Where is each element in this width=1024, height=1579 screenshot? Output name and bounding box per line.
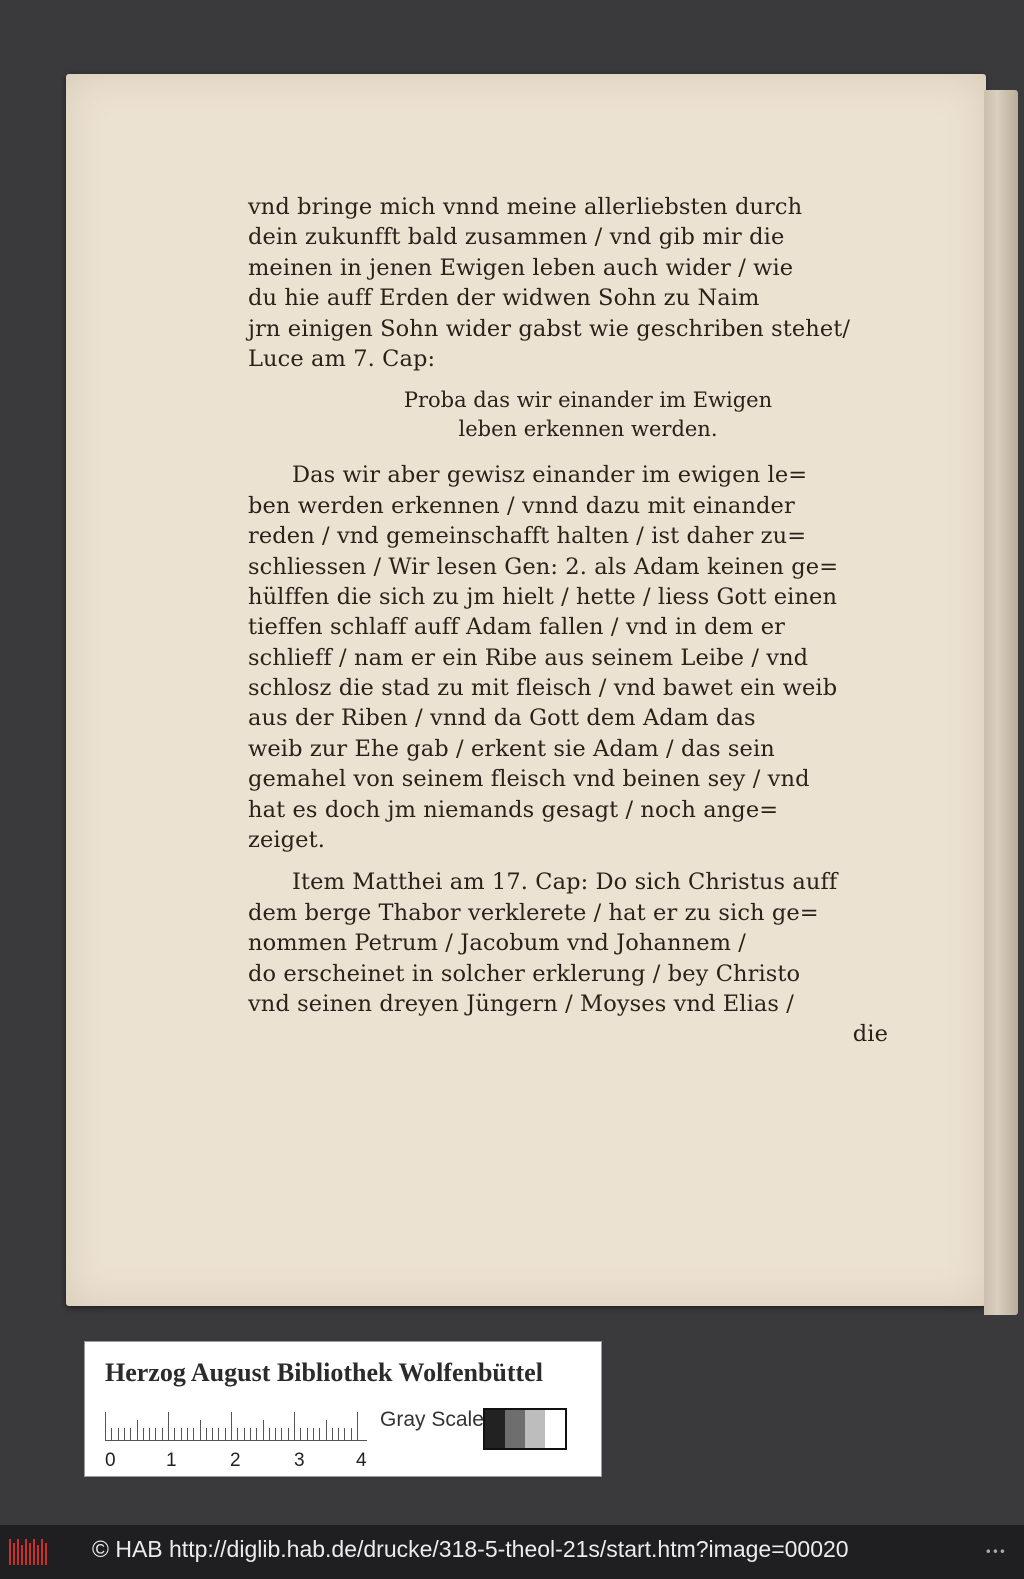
ruler-tick [237,1428,238,1440]
ruler-tick [105,1412,106,1440]
hab-logo-icon [8,1537,48,1567]
ruler-tick [357,1412,358,1440]
text-line: hülffen die sich zu jm hielt / hette / liess Gott einen [248,583,838,610]
ruler-tick [319,1428,320,1440]
text-line: Luce am 7. Cap: [248,345,436,372]
ruler-tick [143,1428,144,1440]
ruler-tick [332,1428,333,1440]
ruler-tick [288,1428,289,1440]
ruler-number: 3 [294,1450,305,1471]
heading-line: Proba das wir einander im Ewigen [403,388,773,413]
gray-swatch [485,1410,505,1448]
ruler-tick [149,1428,150,1440]
ruler-tick [137,1420,138,1440]
ruler-tick [263,1420,264,1440]
ruler-tick [193,1428,194,1440]
ruler-tick [200,1420,201,1440]
text-line: jrn einigen Sohn wider gabst wie geschriben stehet/ [248,315,851,342]
ruler-tick [231,1412,232,1440]
copyright-url[interactable]: © HAB http://diglib.hab.de/drucke/318-5-theol-21s/start.htm?image=00020 [92,1536,849,1562]
text-line: reden / vnd gemeinschafft halten / ist daher zu= [248,523,807,550]
ruler-tick [275,1428,276,1440]
ruler-tick [111,1428,112,1440]
text-line: Das wir aber gewisz einander im ewigen le= [292,462,808,489]
ruler-tick [124,1428,125,1440]
ruler-tick [212,1428,213,1440]
text-line: weib zur Ehe gab / erkent sie Adam / das sein [248,735,775,762]
ruler-tick [326,1420,327,1440]
text-line: do erscheinet in solcher erklerung / bey Christo [248,960,801,987]
ruler-tick [294,1412,295,1440]
footer-bar [0,1525,1024,1579]
ruler-tick [174,1428,175,1440]
text-line: vnd seinen dreyen Jüngern / Moyses vnd Elias / [248,990,794,1017]
ruler-number: 2 [230,1450,241,1471]
ruler-number: 0 [105,1450,116,1471]
text-line: schlosz die stad zu mit fleisch / vnd bawet ein weib [248,675,838,702]
ruler-tick [155,1428,156,1440]
text-line: nommen Petrum / Jacobum vnd Johannem / [248,930,746,957]
section-heading [248,386,888,444]
ruler-tick [162,1428,163,1440]
ruler-tick [181,1428,182,1440]
text-line: vnd bringe mich vnnd meine allerliebsten durch [248,194,803,220]
more-icon[interactable]: ••• [984,1545,1006,1559]
heading-line: leben erkennen werden. [458,417,718,442]
text-line: aus der Riben / vnnd da Gott dem Adam das [248,705,756,732]
ruler-tick [206,1428,207,1440]
text-line: du hie auff Erden der widwen Sohn zu Naim [248,285,760,312]
text-line: zeiget. [248,827,325,854]
text-line: schlieff / nam er ein Ribe aus seinem Leibe / vnd [248,644,809,671]
page-edge [984,90,1018,1315]
gray-swatch [545,1410,565,1448]
ruler-tick [225,1428,226,1440]
ruler-tick [118,1428,119,1440]
text-line: dein zukunfft bald zusammen / vnd gib mir die [248,224,785,251]
gray-scale-strip [483,1408,567,1450]
paragraph-1 [248,192,888,374]
page-text [248,192,888,1050]
gray-scale-label: Gray Scale [380,1408,484,1431]
ruler-tick [281,1428,282,1440]
text-line: tieffen schlaff auff Adam fallen / vnd in dem er [248,614,785,641]
ruler-tick [130,1428,131,1440]
gray-swatch [525,1410,545,1448]
text-line: hat es doch jm niemands gesagt / noch ange= [248,796,779,823]
ruler-tick [244,1428,245,1440]
text-line: dem berge Thabor verklerete / hat er zu sich ge= [248,899,819,926]
text-line: gemahel von seinem fleisch vnd beinen sey / vnd [248,766,810,793]
text-line: Item Matthei am 17. Cap: Do sich Christus auff [292,869,838,896]
catchword: die [852,1021,888,1048]
gray-swatch [505,1410,525,1448]
ruler-tick [307,1428,308,1440]
ruler-tick [218,1428,219,1440]
text-line: meinen in jenen Ewigen leben auch wider / wie [248,254,794,281]
text-line: schliessen / Wir lesen Gen: 2. als Adam keinen ge= [248,553,839,580]
paragraph-3 [248,867,888,1019]
ruler-tick [338,1428,339,1440]
ruler-tick [351,1428,352,1440]
ruler-tick [168,1412,169,1440]
ruler-tick [256,1428,257,1440]
ruler-number: 4 [356,1450,367,1471]
ruler-tick [313,1428,314,1440]
ruler-number: 1 [166,1450,177,1471]
ruler-tick [344,1428,345,1440]
text-line: ben werden erkennen / vnnd dazu mit einander [248,492,795,519]
paragraph-2 [248,460,888,855]
ruler-tick [269,1428,270,1440]
library-title: Herzog August Bibliothek Wolfenbüttel [105,1358,543,1387]
ruler [105,1412,367,1441]
ruler-tick [187,1428,188,1440]
ruler-tick [300,1428,301,1440]
color-scale-card [84,1341,602,1477]
ruler-tick [250,1428,251,1440]
